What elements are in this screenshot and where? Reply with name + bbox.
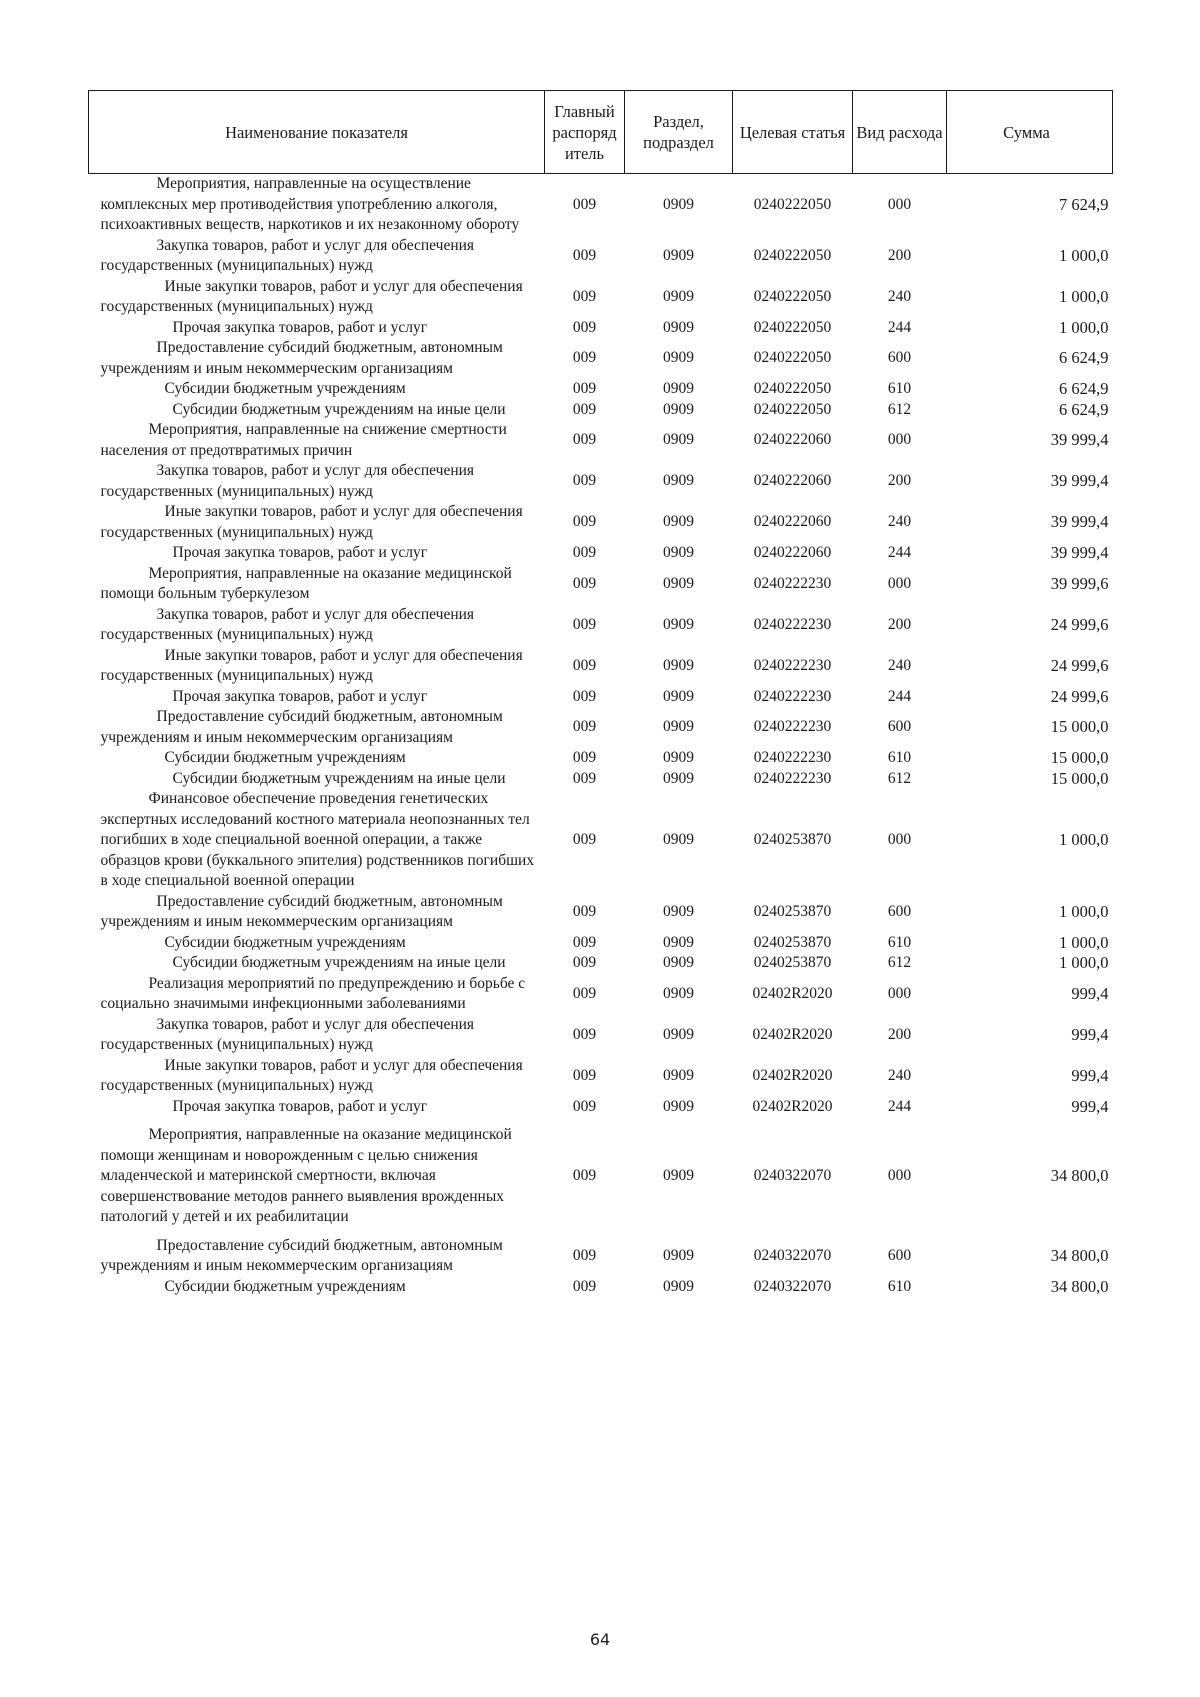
row-vid: 612: [887, 769, 912, 787]
row-vid: 600: [887, 718, 912, 736]
row-glavny: 009: [572, 544, 597, 561]
row-summa: 999,4: [1071, 1024, 1109, 1044]
row-razdel: 0909: [663, 718, 694, 736]
row-razdel: 0909: [663, 615, 694, 633]
table-row: [89, 605, 1113, 646]
row-name: Мероприятия, направленные на осуществление комплексных мер противодействия употреблению алкоголя, психоактивных веществ, наркотиков и их незаконному обороту: [100, 175, 520, 233]
row-name: Субсидии бюджетным учреждениям: [164, 1277, 406, 1295]
table-row: [89, 1056, 1113, 1097]
table-row: [89, 769, 1113, 790]
row-vid: 612: [887, 400, 912, 418]
row-tselevaya: 0240222230: [753, 687, 832, 705]
table-row: [89, 502, 1113, 543]
row-tselevaya: 0240222230: [753, 749, 832, 766]
table-row: [89, 236, 1113, 277]
row-name: Прочая закупка товаров, работ и услуг: [172, 544, 428, 561]
row-vid: 200: [887, 246, 912, 264]
row-glavny: 009: [572, 1066, 597, 1084]
row-name: Предоставление субсидий бюджетным, автономным учреждениям и иным некоммерческим организациям: [100, 339, 503, 377]
row-name: Мероприятия, направленные на снижение смертности населения от предотвратимых причин: [100, 421, 507, 459]
row-glavny: 009: [572, 431, 597, 449]
row-vid: 600: [887, 349, 912, 367]
row-razdel: 0909: [663, 246, 694, 264]
row-vid: 600: [887, 1246, 912, 1264]
row-name: Субсидии бюджетным учреждениям на иные цели: [172, 769, 506, 787]
row-razdel: 0909: [663, 902, 694, 920]
table-row: [89, 1117, 1113, 1236]
row-tselevaya: 0240222050: [753, 246, 832, 264]
table-row: [89, 1277, 1113, 1298]
table-row: [89, 400, 1113, 421]
row-glavny: 009: [572, 933, 597, 951]
row-glavny: 009: [572, 246, 597, 264]
row-razdel: 0909: [663, 656, 694, 674]
row-razdel: 0909: [663, 984, 694, 1002]
row-tselevaya: 0240222060: [753, 513, 832, 531]
row-glavny: 009: [572, 574, 597, 592]
row-razdel: 0909: [663, 1246, 694, 1264]
row-summa: 24 999,6: [1050, 686, 1109, 706]
row-name: Субсидии бюджетным учреждениям: [164, 933, 406, 951]
row-vid: 610: [887, 380, 912, 397]
row-razdel: 0909: [663, 380, 694, 397]
row-glavny: 009: [572, 1025, 597, 1043]
row-summa: 1 000,0: [1059, 932, 1109, 952]
row-tselevaya: 0240222050: [753, 318, 832, 336]
table-row: [89, 1015, 1113, 1056]
row-glavny: 009: [572, 954, 597, 971]
row-glavny: 009: [572, 718, 597, 736]
row-razdel: 0909: [663, 769, 694, 787]
row-vid: 240: [887, 1066, 912, 1084]
row-name: Субсидии бюджетным учреждениям на иные цели: [172, 400, 506, 418]
row-glavny: 009: [572, 902, 597, 920]
row-glavny: 009: [572, 400, 597, 418]
header-summa: Сумма: [947, 91, 1113, 174]
row-summa: 7 624,9: [1059, 194, 1109, 214]
row-vid: 600: [887, 902, 912, 920]
row-glavny: 009: [572, 687, 597, 705]
table-row: [89, 646, 1113, 687]
row-glavny: 009: [572, 472, 597, 490]
header-name: Наименование показателя: [89, 91, 545, 174]
table-row: [89, 789, 1113, 892]
row-vid: 244: [887, 1097, 912, 1115]
row-razdel: 0909: [663, 933, 694, 951]
table-row: [89, 707, 1113, 748]
row-summa: 39 999,4: [1050, 430, 1109, 450]
row-vid: 200: [887, 1025, 912, 1043]
row-razdel: 0909: [663, 954, 694, 971]
row-name: Закупка товаров, работ и услуг для обеспечения государственных (муниципальных) нужд: [100, 462, 475, 500]
row-summa: 15 000,0: [1050, 717, 1109, 737]
row-glavny: 009: [572, 831, 597, 848]
row-name: Субсидии бюджетным учреждениям: [164, 380, 406, 397]
row-tselevaya: 0240222060: [753, 431, 832, 449]
row-summa: 1 000,0: [1059, 830, 1109, 849]
row-tselevaya: 0240222060: [753, 544, 832, 561]
table-row: [89, 318, 1113, 339]
row-razdel: 0909: [663, 472, 694, 490]
row-summa: 34 800,0: [1050, 1276, 1109, 1296]
row-glavny: 009: [572, 195, 597, 213]
table-row: [89, 1236, 1113, 1277]
row-tselevaya: 0240253870: [753, 933, 832, 951]
row-tselevaya: 0240222230: [753, 718, 832, 736]
row-razdel: 0909: [663, 349, 694, 367]
row-tselevaya: 0240222060: [753, 472, 832, 490]
row-name: Закупка товаров, работ и услуг для обеспечения государственных (муниципальных) нужд: [100, 236, 475, 274]
row-name: Закупка товаров, работ и услуг для обеспечения государственных (муниципальных) нужд: [100, 1015, 475, 1053]
row-tselevaya: 0240222050: [753, 287, 832, 305]
row-razdel: 0909: [663, 749, 694, 766]
row-summa: 999,4: [1071, 983, 1109, 1003]
table-row: [89, 953, 1113, 974]
row-vid: 610: [887, 1277, 912, 1295]
row-glavny: 009: [572, 769, 597, 787]
row-razdel: 0909: [663, 1025, 694, 1043]
row-summa: 6 624,9: [1059, 348, 1109, 368]
row-vid: 240: [887, 513, 912, 531]
row-razdel: 0909: [663, 831, 694, 848]
table-row: [89, 1097, 1113, 1118]
row-razdel: 0909: [663, 574, 694, 592]
row-name: Реализация мероприятий по предупреждению и борьбе с социально значимыми инфекционными заболеваниями: [100, 974, 526, 1012]
row-razdel: 0909: [663, 195, 694, 213]
row-tselevaya: 02402R2020: [752, 1097, 833, 1115]
row-summa: 34 800,0: [1050, 1245, 1109, 1265]
row-name: Субсидии бюджетным учреждениям на иные цели: [172, 954, 506, 971]
row-vid: 244: [887, 544, 912, 561]
row-name: Мероприятия, направленные на оказание медицинской помощи больным туберкулезом: [100, 564, 512, 602]
row-summa: 24 999,6: [1050, 655, 1109, 675]
row-summa: 15 000,0: [1050, 748, 1109, 767]
row-name: Иные закупки товаров, работ и услуг для обеспечения государственных (муниципальных) нужд: [100, 1056, 523, 1094]
table-header-row: [89, 91, 1113, 174]
row-glavny: 009: [572, 1246, 597, 1264]
row-vid: 612: [887, 954, 912, 971]
row-tselevaya: 0240222230: [753, 769, 832, 787]
row-summa: 39 999,6: [1050, 573, 1109, 593]
row-razdel: 0909: [663, 1167, 694, 1184]
header-vid: Вид расхода: [853, 91, 947, 174]
header-tselevaya: Целевая статья: [733, 91, 853, 174]
header-razdel: Раздел, подраздел: [625, 91, 733, 174]
row-glavny: 009: [572, 1167, 597, 1184]
row-glavny: 009: [572, 1097, 597, 1115]
header-glavny: Главный распоряд итель: [545, 91, 625, 174]
row-vid: 610: [887, 749, 912, 766]
row-name: Субсидии бюджетным учреждениям: [164, 749, 406, 766]
row-glavny: 009: [572, 656, 597, 674]
table-row: [89, 379, 1113, 400]
row-razdel: 0909: [663, 1097, 694, 1115]
row-razdel: 0909: [663, 544, 694, 561]
table-row: [89, 564, 1113, 605]
row-razdel: 0909: [663, 513, 694, 531]
table-row: [89, 277, 1113, 318]
row-tselevaya: 0240222050: [753, 195, 832, 213]
row-razdel: 0909: [663, 1277, 694, 1295]
row-name: Предоставление субсидий бюджетным, автономным учреждениям и иным некоммерческим организациям: [100, 1236, 503, 1274]
row-summa: 39 999,4: [1050, 543, 1109, 562]
row-tselevaya: 0240322070: [753, 1277, 832, 1295]
table-row: [89, 933, 1113, 954]
table-body: [89, 174, 1113, 1298]
row-name: Предоставление субсидий бюджетным, автономным учреждениям и иным некоммерческим организациям: [100, 892, 503, 930]
table-row: [89, 174, 1113, 236]
row-vid: 000: [887, 831, 912, 848]
row-tselevaya: 0240222050: [753, 400, 832, 418]
table-row: [89, 338, 1113, 379]
row-name: Прочая закупка товаров, работ и услуг: [172, 687, 428, 705]
row-summa: 1 000,0: [1059, 317, 1109, 337]
row-razdel: 0909: [663, 400, 694, 418]
table-row: [89, 687, 1113, 708]
row-tselevaya: 0240253870: [753, 831, 832, 848]
row-glavny: 009: [572, 984, 597, 1002]
table-row: [89, 543, 1113, 564]
row-tselevaya: 0240253870: [753, 902, 832, 920]
page-number: 64: [589, 1630, 611, 1649]
row-summa: 999,4: [1071, 1096, 1109, 1116]
row-summa: 39 999,4: [1050, 471, 1109, 491]
table-row: [89, 892, 1113, 933]
row-tselevaya: 02402R2020: [752, 984, 833, 1002]
row-glavny: 009: [572, 749, 597, 766]
row-summa: 6 624,9: [1059, 399, 1109, 419]
row-glavny: 009: [572, 318, 597, 336]
row-glavny: 009: [572, 349, 597, 367]
row-razdel: 0909: [663, 1066, 694, 1084]
row-razdel: 0909: [663, 431, 694, 449]
row-glavny: 009: [572, 380, 597, 397]
row-summa: 1 000,0: [1059, 901, 1109, 921]
row-vid: 244: [887, 318, 912, 336]
row-tselevaya: 0240222050: [753, 380, 832, 397]
row-tselevaya: 0240222230: [753, 615, 832, 633]
row-vid: 000: [887, 431, 912, 449]
row-vid: 000: [887, 1167, 912, 1184]
row-vid: 240: [887, 656, 912, 674]
row-vid: 610: [887, 933, 912, 951]
table-row: [89, 748, 1113, 769]
row-summa: 6 624,9: [1059, 379, 1109, 398]
row-name: Иные закупки товаров, работ и услуг для обеспечения государственных (муниципальных) нужд: [100, 277, 523, 315]
row-vid: 000: [887, 195, 912, 213]
row-tselevaya: 0240222230: [753, 574, 832, 592]
row-summa: 15 000,0: [1050, 768, 1109, 788]
row-glavny: 009: [572, 615, 597, 633]
row-razdel: 0909: [663, 318, 694, 336]
row-name: Иные закупки товаров, работ и услуг для обеспечения государственных (муниципальных) нужд: [100, 503, 523, 541]
table-row: [89, 974, 1113, 1015]
row-vid: 000: [887, 574, 912, 592]
row-summa: 34 800,0: [1050, 1166, 1109, 1185]
table-row: [89, 461, 1113, 502]
row-name: Мероприятия, направленные на оказание медицинской помощи женщинам и новорожденным с целью снижения младенческой и материнской смертности, включая совершенствование методов раннего выявления врожденных патологий у детей и их реабилитации: [100, 1126, 512, 1225]
row-tselevaya: 02402R2020: [752, 1066, 833, 1084]
row-glavny: 009: [572, 287, 597, 305]
row-vid: 240: [887, 287, 912, 305]
row-vid: 200: [887, 472, 912, 490]
row-name: Закупка товаров, работ и услуг для обеспечения государственных (муниципальных) нужд: [100, 605, 475, 643]
row-vid: 000: [887, 984, 912, 1002]
row-razdel: 0909: [663, 687, 694, 705]
table-row: [89, 420, 1113, 461]
row-name: Финансовое обеспечение проведения генетических экспертных исследований костного материала неопознанных тел погибших в ходе специальной военной операции, а также образцов крови (буккального эпителия) родственников погибших в ходе специальной военной операции: [100, 790, 535, 889]
row-vid: 200: [887, 615, 912, 633]
row-tselevaya: 0240222050: [753, 349, 832, 367]
row-glavny: 009: [572, 513, 597, 531]
row-glavny: 009: [572, 1277, 597, 1295]
budget-table: [88, 90, 1113, 1297]
row-vid: 244: [887, 687, 912, 705]
row-summa: 999,4: [1071, 1065, 1109, 1085]
row-summa: 24 999,6: [1050, 614, 1109, 634]
row-tselevaya: 0240322070: [753, 1246, 832, 1264]
row-summa: 1 000,0: [1059, 953, 1109, 972]
row-razdel: 0909: [663, 287, 694, 305]
row-tselevaya: 0240322070: [753, 1167, 832, 1184]
row-name: Прочая закупка товаров, работ и услуг: [172, 1097, 428, 1115]
row-tselevaya: 02402R2020: [752, 1025, 833, 1043]
row-name: Предоставление субсидий бюджетным, автономным учреждениям и иным некоммерческим организациям: [100, 708, 503, 746]
row-name: Прочая закупка товаров, работ и услуг: [172, 318, 428, 336]
row-summa: 39 999,4: [1050, 512, 1109, 532]
row-name: Иные закупки товаров, работ и услуг для обеспечения государственных (муниципальных) нужд: [100, 646, 523, 684]
row-tselevaya: 0240222230: [753, 656, 832, 674]
row-summa: 1 000,0: [1059, 245, 1109, 265]
row-tselevaya: 0240253870: [753, 954, 832, 971]
row-summa: 1 000,0: [1059, 286, 1109, 306]
